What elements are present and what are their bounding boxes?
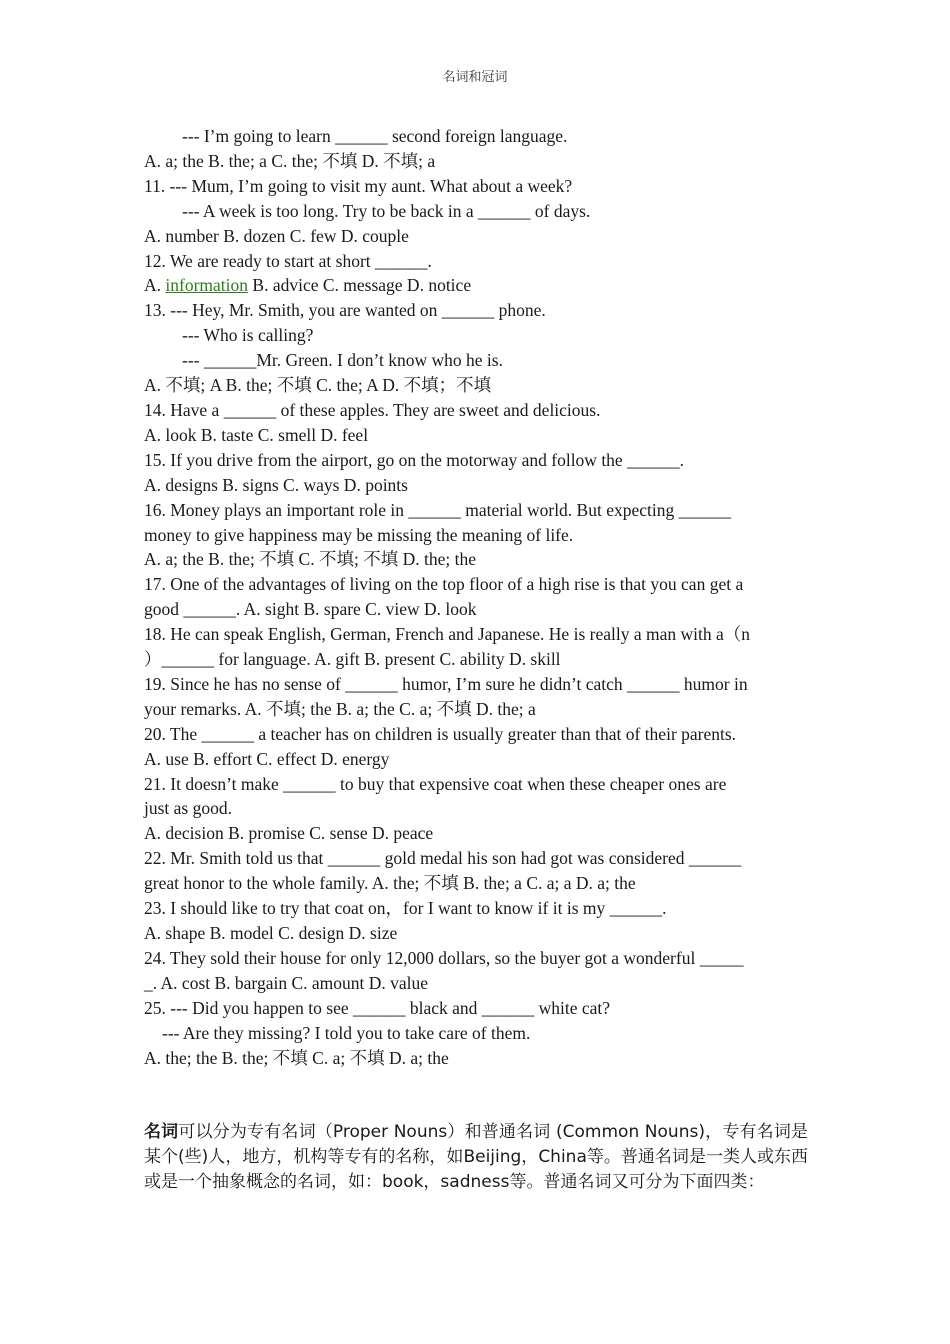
- question-line: money to give happiness may be missing the meaning of life.: [144, 524, 574, 545]
- options-line: good ______. A. sight B. spare C. view D. look: [144, 599, 477, 620]
- options-line: ）______ for language. A. gift B. present C. ability D. skill: [144, 649, 561, 670]
- options-line: _. A. cost B. bargain C. amount D. value: [144, 972, 429, 993]
- question-line: 16. Money plays an important role in ______ material world. But expecting ______: [144, 499, 732, 520]
- section-spacer: [144, 1070, 814, 1120]
- options-line: A. designs B. signs C. ways D. points: [144, 474, 408, 495]
- question-line: 12. We are ready to start at short ______.: [144, 250, 432, 271]
- options-line: A. a; the B. the; a C. the; 不填 D. 不填; a: [144, 150, 436, 171]
- question-line: 20. The ______ a teacher has on children is usually greater than that of their parents.: [144, 723, 737, 744]
- option-rest: B. advice C. message D. notice: [248, 275, 472, 296]
- question-line: --- Are they missing? I told you to take care of them.: [162, 1022, 531, 1043]
- options-line: A. use B. effort C. effect D. energy: [144, 748, 390, 769]
- noun-intro-paragraph: [144, 1120, 808, 1195]
- question-line: 13. --- Hey, Mr. Smith, you are wanted on ______ phone.: [144, 300, 546, 321]
- options-line: A. a; the B. the; 不填 C. 不填; 不填 D. the; the: [144, 549, 476, 570]
- question-line: just as good.: [144, 798, 232, 819]
- noun-intro-text: 可以分为专有名词（Proper Nouns）和普通名词 (Common Nouns)，专有名词是某个(些)人，地方，机构等专有的名称，如Beijing，China等。普通名词是一类人或东西或是一个抽象概念的名词，如：book，sadness等。普通名词又可分为下面四类：: [144, 1122, 809, 1193]
- question-line: 14. Have a ______ of these apples. They are sweet and delicious.: [144, 399, 601, 420]
- question-line: 11. --- Mum, I’m going to visit my aunt. What about a week?: [144, 175, 573, 196]
- question-line: 17. One of the advantages of living on the top floor of a high rise is that you can get a: [144, 574, 744, 595]
- options-line: A. shape B. model C. design D. size: [144, 923, 398, 943]
- information-link[interactable]: information: [165, 275, 249, 296]
- options-line: [144, 273, 814, 298]
- question-line: 23. I should like to try that coat on，for I want to know if it is my ______.: [144, 898, 667, 919]
- noun-term: 名词: [144, 1122, 179, 1143]
- question-line: --- A week is too long. Try to be back in a ______ of days.: [182, 200, 591, 221]
- question-line: --- I’m going to learn ______ second foreign language.: [182, 126, 568, 146]
- options-line: A. look B. taste C. smell D. feel: [144, 424, 369, 445]
- options-line: A. the; the B. the; 不填 C. a; 不填 D. a; the: [144, 1047, 449, 1068]
- question-line: --- Who is calling?: [182, 325, 314, 346]
- options-line: great honor to the whole family. A. the; 不填 B. the; a C. a; a D. a; the: [144, 873, 636, 894]
- question-line: 24. They sold their house for only 12,000 dollars, so the buyer got a wonderful _____: [144, 947, 744, 968]
- question-line: 25. --- Did you happen to see ______ black and ______ white cat?: [144, 997, 611, 1018]
- question-line: 21. It doesn’t make ______ to buy that expensive coat when these cheaper ones are: [144, 773, 727, 794]
- question-line: 19. Since he has no sense of ______ humor, I’m sure he didn’t catch ______ humor in: [144, 673, 748, 694]
- document-body: [144, 124, 814, 1195]
- options-line: A. decision B. promise C. sense D. peace: [144, 823, 434, 844]
- question-line: 22. Mr. Smith told us that ______ gold medal his son had got was considered ______: [144, 848, 742, 869]
- page-header: 名词和冠词: [442, 70, 508, 85]
- question-line: 18. He can speak English, German, French and Japanese. He is really a man with a（n: [144, 624, 750, 645]
- options-line: your remarks. A. 不填; the B. a; the C. a; 不填 D. the; a: [144, 698, 536, 719]
- option-prefix: A.: [144, 275, 166, 296]
- options-line: A. 不填; A B. the; 不填 C. the; A D. 不填；不填: [144, 375, 492, 396]
- question-line: --- ______Mr. Green. I don’t know who he is.: [182, 350, 503, 371]
- question-line: 15. If you drive from the airport, go on the motorway and follow the ______.: [144, 449, 684, 470]
- options-line: A. number B. dozen C. few D. couple: [144, 225, 409, 246]
